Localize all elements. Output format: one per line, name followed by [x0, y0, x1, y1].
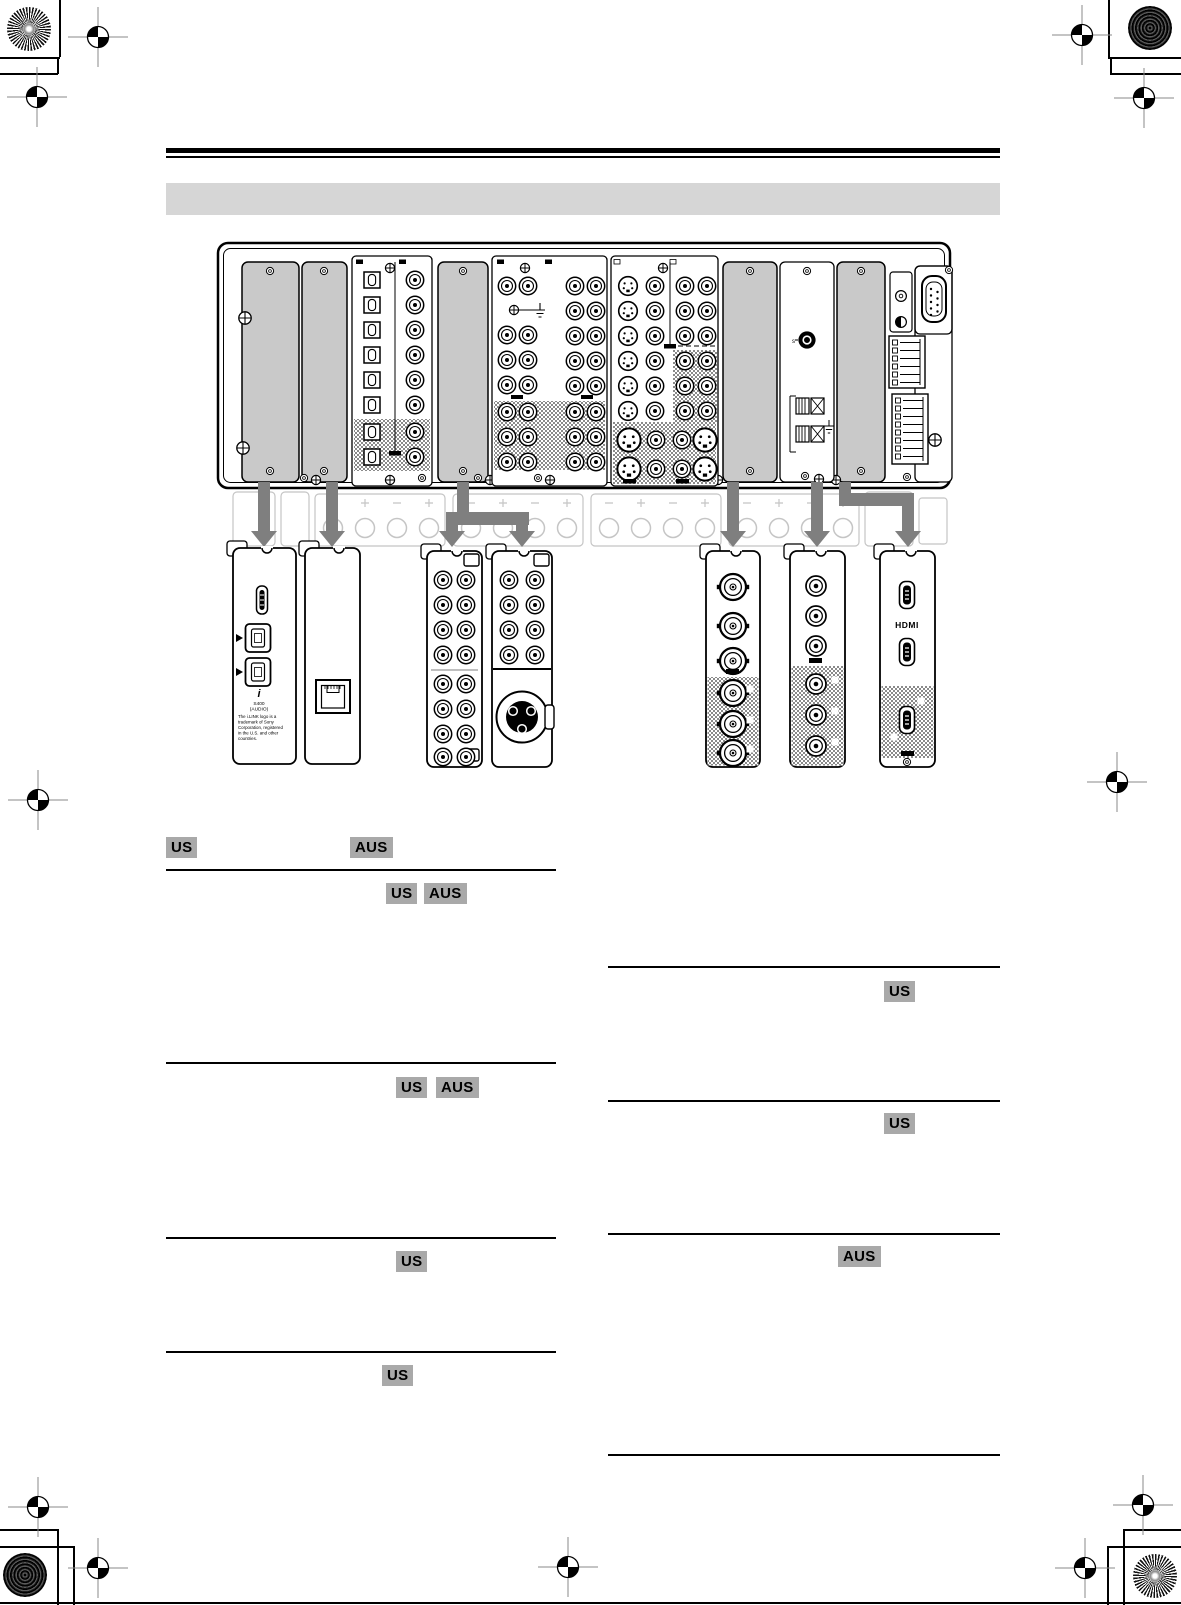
section-divider — [608, 1454, 1000, 1456]
starburst-mark — [1133, 1554, 1177, 1598]
head-rule-thick — [166, 148, 1000, 153]
trim-line — [57, 1529, 59, 1605]
region-badge-aus: AUS — [350, 837, 393, 858]
registration-mark — [7, 67, 67, 127]
moire-mark — [1128, 6, 1172, 50]
region-badge-us: US — [884, 1113, 915, 1134]
card-hdmi-board — [874, 544, 935, 767]
registration-mark — [1055, 1538, 1115, 1598]
section-divider — [166, 869, 556, 871]
section-divider — [166, 1351, 556, 1353]
card-xlr-board — [486, 544, 554, 767]
head-rule-thin — [166, 156, 1000, 158]
ethernet-port-icon — [316, 680, 350, 713]
trim-line — [0, 1546, 74, 1548]
card-component-board — [784, 544, 845, 767]
region-badge-us: US — [386, 883, 417, 904]
card-bnc-board — [700, 544, 760, 767]
section-header-bar — [166, 183, 1000, 215]
trim-line — [1108, 57, 1181, 59]
starburst-mark — [7, 7, 51, 51]
ilink-mode-label: (AUDIO) — [249, 707, 269, 713]
card-ethernet-board — [299, 541, 360, 764]
trim-line — [1107, 1546, 1181, 1548]
registration-mark — [1052, 5, 1112, 65]
section-divider — [608, 1100, 1000, 1102]
region-badge-us: US — [396, 1251, 427, 1272]
ilink-logo: i — [257, 688, 261, 700]
svg-text:trademark of Sony: trademark of Sony — [238, 719, 274, 725]
moire-mark — [3, 1553, 47, 1597]
slot-arrows — [251, 482, 921, 547]
hdmi-port-icon — [900, 639, 915, 666]
section-divider — [608, 1233, 1000, 1235]
svg-text:in the U.S. and other: in the U.S. and other — [238, 730, 279, 736]
trim-line — [0, 57, 60, 59]
section-divider — [608, 966, 1000, 968]
registration-mark — [68, 7, 128, 67]
svg-text:countries.: countries. — [238, 736, 258, 741]
digital-audio-board — [352, 256, 432, 486]
svg-text:Corporation, registered: Corporation, registered — [238, 725, 283, 730]
trim-line — [1123, 1529, 1125, 1605]
region-badge-aus: AUS — [436, 1077, 479, 1098]
region-badge-us: US — [396, 1077, 427, 1098]
registration-mark — [1113, 1475, 1173, 1535]
analog-audio-board — [492, 256, 607, 486]
video-board — [611, 256, 718, 486]
registration-mark — [8, 770, 68, 830]
terminal-block-8 — [892, 394, 928, 464]
svg-text:The i.LINK logo is a: The i.LINK logo is a — [238, 714, 277, 719]
region-badge-aus: AUS — [424, 883, 467, 904]
registration-mark — [1114, 68, 1174, 128]
antenna-label: s — [792, 339, 795, 345]
region-badge-us: US — [166, 837, 197, 858]
section-divider — [166, 1237, 556, 1239]
region-badge-us: US — [884, 981, 915, 1002]
rear-panel-diagram — [215, 240, 960, 775]
hdmi-port-icon — [900, 582, 915, 609]
card-ilink-board — [227, 541, 296, 764]
registration-mark — [8, 1477, 68, 1537]
registration-mark — [1087, 752, 1147, 812]
page-bottom-edge — [0, 1602, 1181, 1604]
control-section — [889, 266, 953, 482]
firewire-port-icon — [246, 658, 271, 686]
registration-mark — [68, 1538, 128, 1598]
firewire-port-icon — [246, 624, 271, 652]
hdmi-logo: HDMI — [895, 620, 919, 630]
registration-mark — [538, 1537, 598, 1597]
antenna-ac-module — [780, 262, 834, 484]
region-badge-aus: AUS — [838, 1246, 881, 1267]
card-multichannel-board — [421, 544, 482, 767]
rs232-port — [922, 276, 946, 322]
ilink-speed-label: S400 — [253, 702, 265, 707]
trim-line — [59, 0, 61, 57]
region-badge-us: US — [382, 1365, 413, 1386]
terminal-block-6 — [889, 336, 925, 388]
hdmi-port-icon — [900, 707, 915, 734]
section-divider — [166, 1062, 556, 1064]
